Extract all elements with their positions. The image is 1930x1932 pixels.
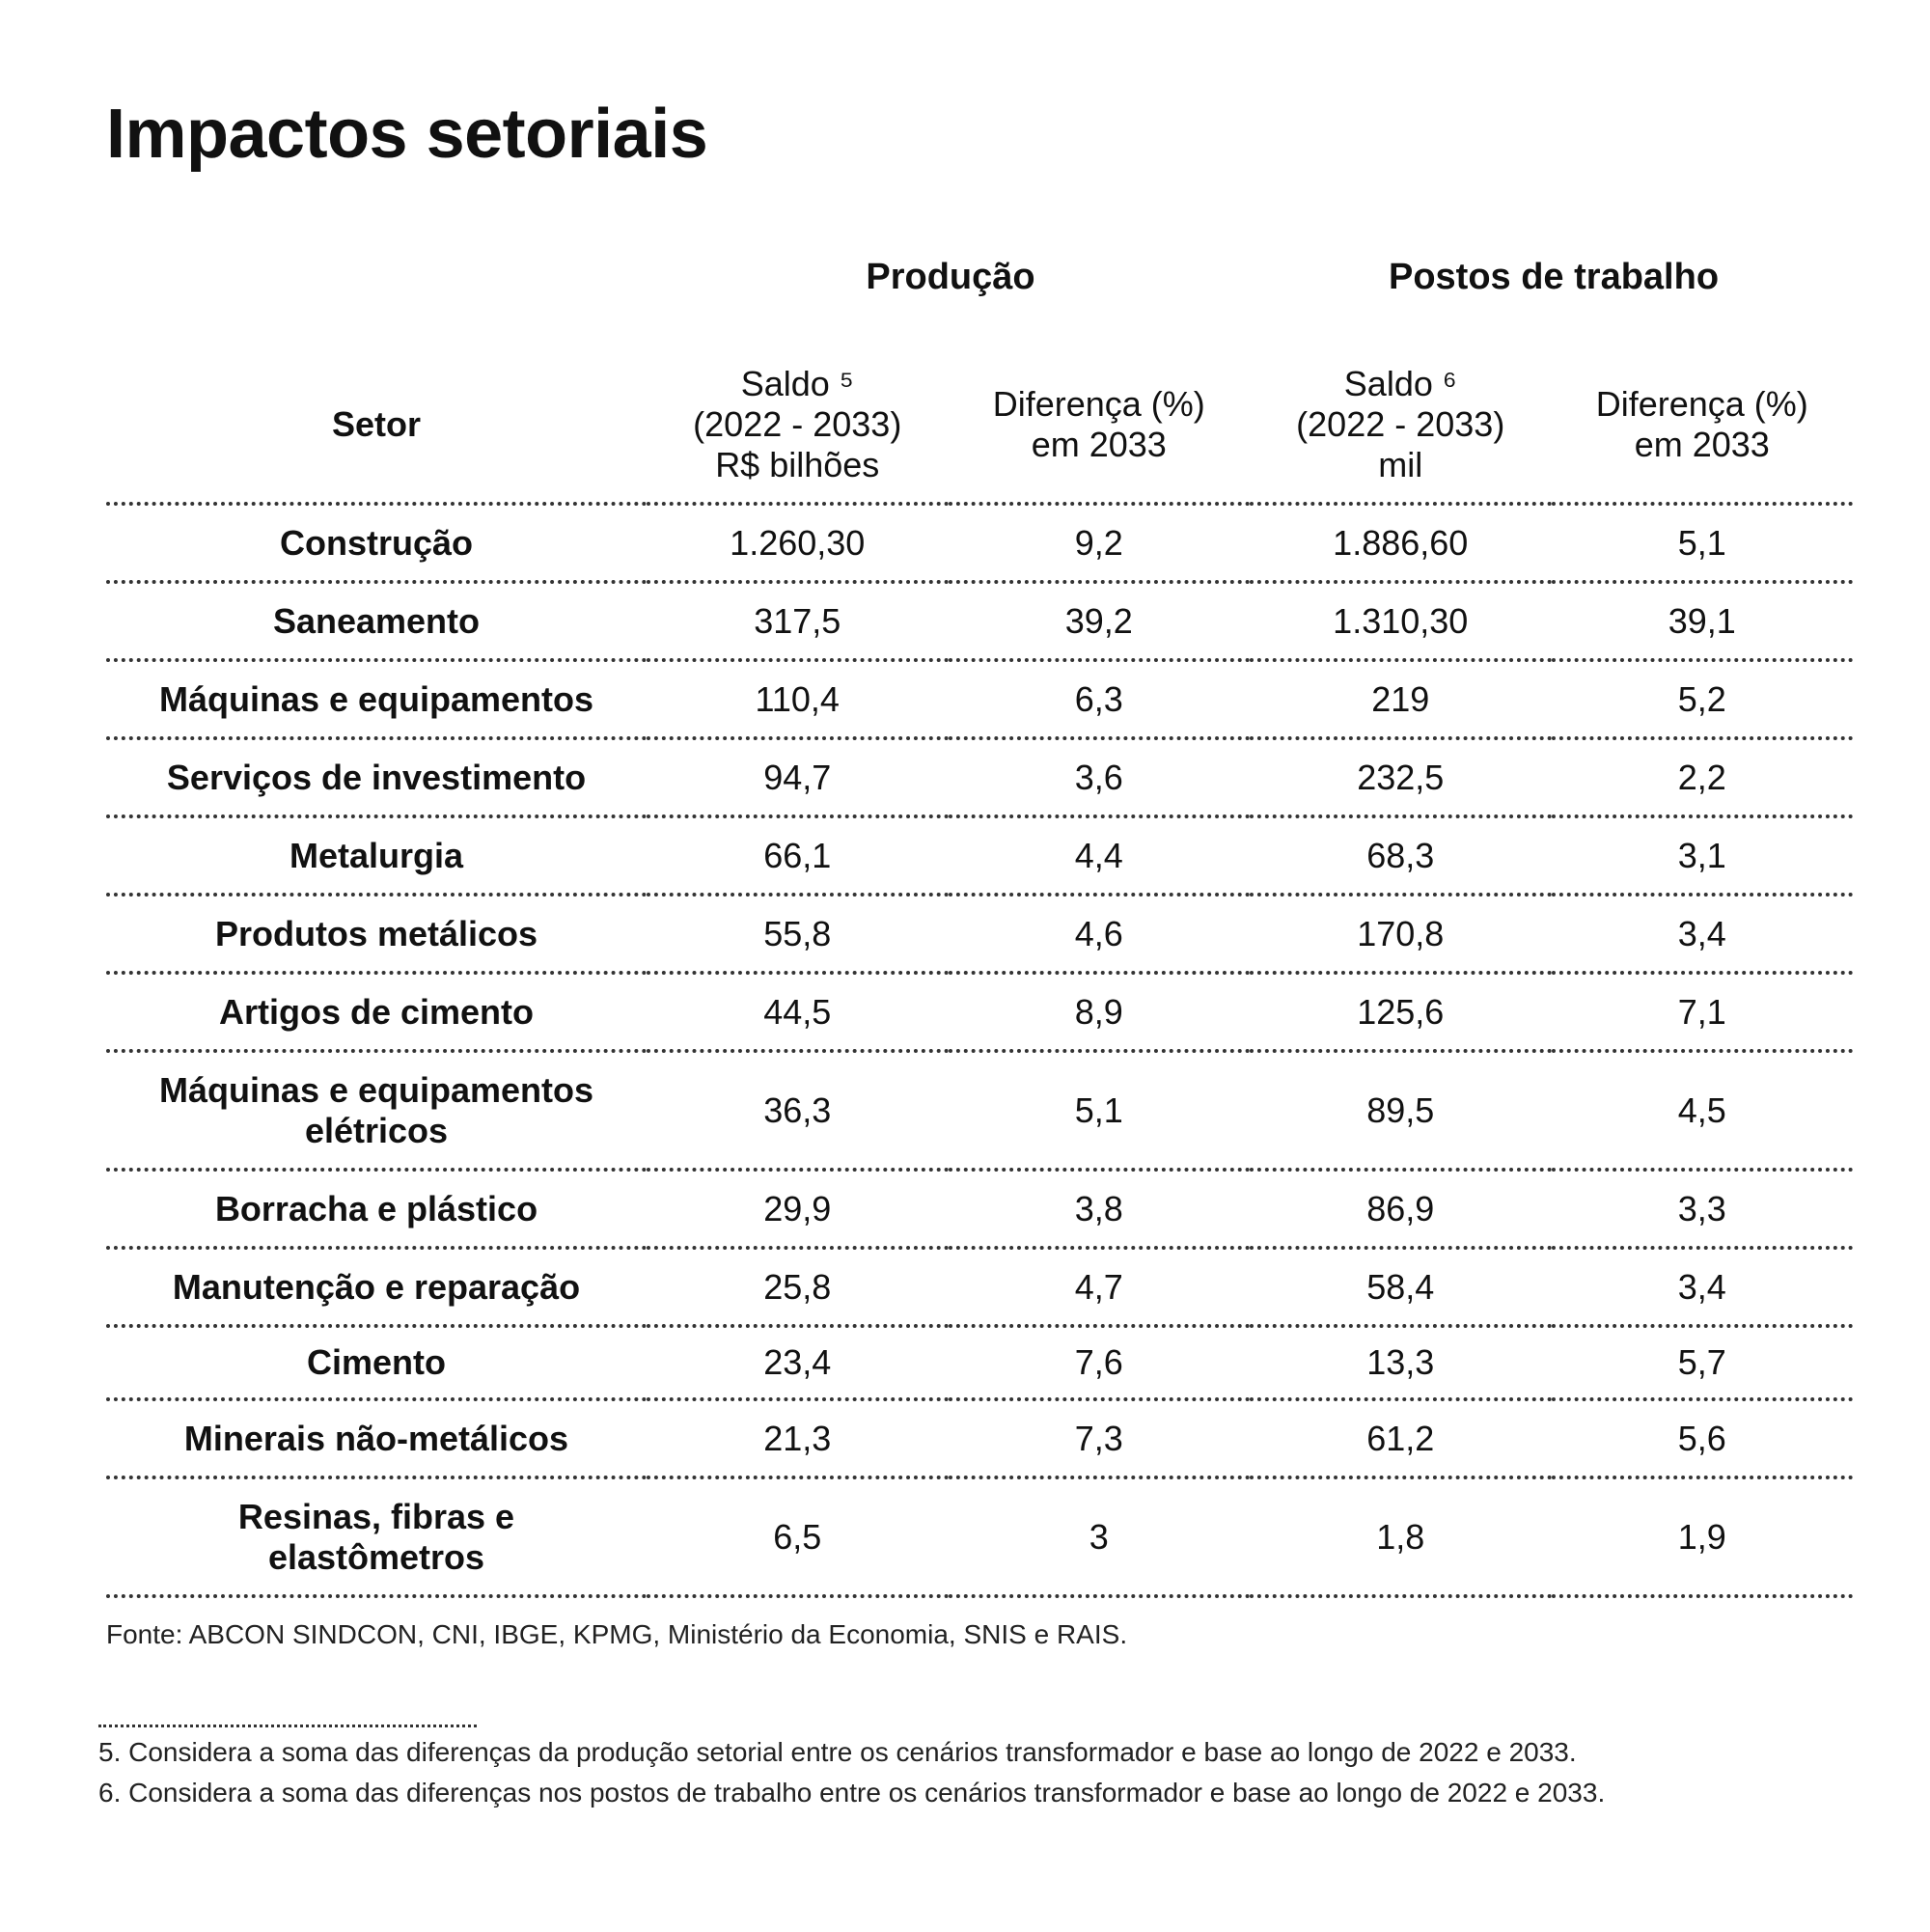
cell-saldo-producao: 94,7 — [647, 738, 949, 816]
cell-diferenca-producao: 4,7 — [949, 1248, 1251, 1326]
cell-diferenca-postos: 5,6 — [1552, 1399, 1854, 1477]
cell-diferenca-postos: 3,1 — [1552, 816, 1854, 895]
header-line: mil — [1378, 445, 1423, 484]
cell-diferenca-postos: 39,1 — [1552, 582, 1854, 660]
footnote-5: 5. Considera a soma das diferenças da produção setorial entre os cenários transformador e base ao longo de 2022 e 2033. — [98, 1737, 1577, 1767]
table-row — [106, 504, 1853, 582]
cell-saldo-postos: 58,4 — [1250, 1248, 1552, 1326]
cell-saldo-postos: 86,9 — [1250, 1170, 1552, 1248]
table-row — [106, 738, 1853, 816]
cell-saldo-producao: 29,9 — [647, 1170, 949, 1248]
cell-diferenca-postos: 7,1 — [1552, 973, 1854, 1051]
cell-saldo-producao: 25,8 — [647, 1248, 949, 1326]
cell-diferenca-producao: 5,1 — [949, 1051, 1251, 1170]
table-row — [106, 973, 1853, 1051]
column-header-diferenca-postos — [1552, 347, 1854, 504]
cell-setor: Saneamento — [106, 582, 647, 660]
header-line: Saldo ⁵ — [740, 364, 854, 403]
cell-diferenca-producao: 4,4 — [949, 816, 1251, 895]
cell-setor: Cimento — [106, 1326, 647, 1399]
header-line: Saldo ⁶ — [1343, 364, 1457, 403]
cell-saldo-postos: 89,5 — [1250, 1051, 1552, 1170]
table-row — [106, 1477, 1853, 1596]
cell-diferenca-postos: 2,2 — [1552, 738, 1854, 816]
column-header-diferenca-producao — [949, 347, 1251, 504]
cell-diferenca-producao: 4,6 — [949, 895, 1251, 973]
cell-diferenca-producao: 3,6 — [949, 738, 1251, 816]
cell-diferenca-postos: 5,1 — [1552, 504, 1854, 582]
footnote-6: 6. Considera a soma das diferenças nos postos de trabalho entre os cenários transformador e base ao longo de 2022 e 2033. — [98, 1778, 1606, 1808]
header-line: R$ bilhões — [715, 445, 880, 484]
header-line: (2022 - 2033) — [1296, 404, 1505, 444]
cell-setor: Borracha e plástico — [106, 1170, 647, 1248]
cell-diferenca-postos: 1,9 — [1552, 1477, 1854, 1596]
cell-diferenca-producao: 9,2 — [949, 504, 1251, 582]
header-line: Diferença (%) — [992, 384, 1205, 424]
header-line: Diferença (%) — [1595, 384, 1808, 424]
cell-saldo-producao: 1.260,30 — [647, 504, 949, 582]
sector-impacts-table — [106, 347, 1853, 1598]
footnote-divider — [98, 1725, 477, 1727]
cell-diferenca-postos: 3,4 — [1552, 1248, 1854, 1326]
table-row — [106, 1051, 1853, 1170]
cell-diferenca-postos: 3,3 — [1552, 1170, 1854, 1248]
cell-setor: Construção — [106, 504, 647, 582]
cell-saldo-producao: 66,1 — [647, 816, 949, 895]
cell-setor: Máquinas e equipamentos — [106, 660, 647, 738]
cell-saldo-producao: 6,5 — [647, 1477, 949, 1596]
header-line: em 2033 — [1031, 425, 1167, 464]
cell-saldo-postos: 68,3 — [1250, 816, 1552, 895]
table-header-row — [106, 347, 1853, 504]
cell-setor: Metalurgia — [106, 816, 647, 895]
cell-saldo-producao: 317,5 — [647, 582, 949, 660]
cell-diferenca-producao: 3 — [949, 1477, 1251, 1596]
cell-setor: Máquinas e equipamentos elétricos — [106, 1051, 647, 1170]
cell-diferenca-producao: 6,3 — [949, 660, 1251, 738]
cell-saldo-postos: 170,8 — [1250, 895, 1552, 973]
cell-diferenca-postos: 5,7 — [1552, 1326, 1854, 1399]
table-row — [106, 1170, 1853, 1248]
cell-diferenca-producao: 39,2 — [949, 582, 1251, 660]
cell-saldo-postos: 1.886,60 — [1250, 504, 1552, 582]
cell-saldo-producao: 55,8 — [647, 895, 949, 973]
table-row — [106, 816, 1853, 895]
cell-saldo-postos: 13,3 — [1250, 1326, 1552, 1399]
cell-saldo-producao: 36,3 — [647, 1051, 949, 1170]
cell-diferenca-producao: 7,3 — [949, 1399, 1251, 1477]
cell-setor: Minerais não-metálicos — [106, 1399, 647, 1477]
source-note: Fonte: ABCON SINDCON, CNI, IBGE, KPMG, Ministério da Economia, SNIS e RAIS. — [106, 1619, 1128, 1649]
group-header-producao: Produção — [866, 257, 1035, 297]
table-row — [106, 895, 1853, 973]
column-header-saldo-postos — [1250, 347, 1552, 504]
group-header-postos: Postos de trabalho — [1388, 257, 1720, 297]
cell-saldo-producao: 21,3 — [647, 1399, 949, 1477]
header-line: (2022 - 2033) — [693, 404, 902, 444]
cell-setor: Resinas, fibras e elastômetros — [106, 1477, 647, 1596]
header-line: em 2033 — [1634, 425, 1770, 464]
cell-saldo-producao: 44,5 — [647, 973, 949, 1051]
cell-saldo-postos: 61,2 — [1250, 1399, 1552, 1477]
cell-setor: Produtos metálicos — [106, 895, 647, 973]
cell-diferenca-producao: 8,9 — [949, 973, 1251, 1051]
cell-diferenca-postos: 4,5 — [1552, 1051, 1854, 1170]
cell-diferenca-producao: 7,6 — [949, 1326, 1251, 1399]
cell-saldo-postos: 219 — [1250, 660, 1552, 738]
table-row — [106, 1399, 1853, 1477]
column-header-saldo-producao — [647, 347, 949, 504]
cell-diferenca-postos: 3,4 — [1552, 895, 1854, 973]
cell-setor: Manutenção e reparação — [106, 1248, 647, 1326]
cell-diferenca-postos: 5,2 — [1552, 660, 1854, 738]
cell-diferenca-producao: 3,8 — [949, 1170, 1251, 1248]
column-header-setor: Setor — [106, 347, 647, 504]
page-title: Impactos setoriais — [106, 96, 708, 173]
cell-saldo-producao: 23,4 — [647, 1326, 949, 1399]
cell-setor: Artigos de cimento — [106, 973, 647, 1051]
cell-saldo-postos: 232,5 — [1250, 738, 1552, 816]
table-row — [106, 660, 1853, 738]
cell-saldo-postos: 1.310,30 — [1250, 582, 1552, 660]
cell-saldo-postos: 125,6 — [1250, 973, 1552, 1051]
table-row — [106, 582, 1853, 660]
cell-saldo-producao: 110,4 — [647, 660, 949, 738]
cell-saldo-postos: 1,8 — [1250, 1477, 1552, 1596]
cell-setor: Serviços de investimento — [106, 738, 647, 816]
table-row — [106, 1326, 1853, 1399]
table-row — [106, 1248, 1853, 1326]
